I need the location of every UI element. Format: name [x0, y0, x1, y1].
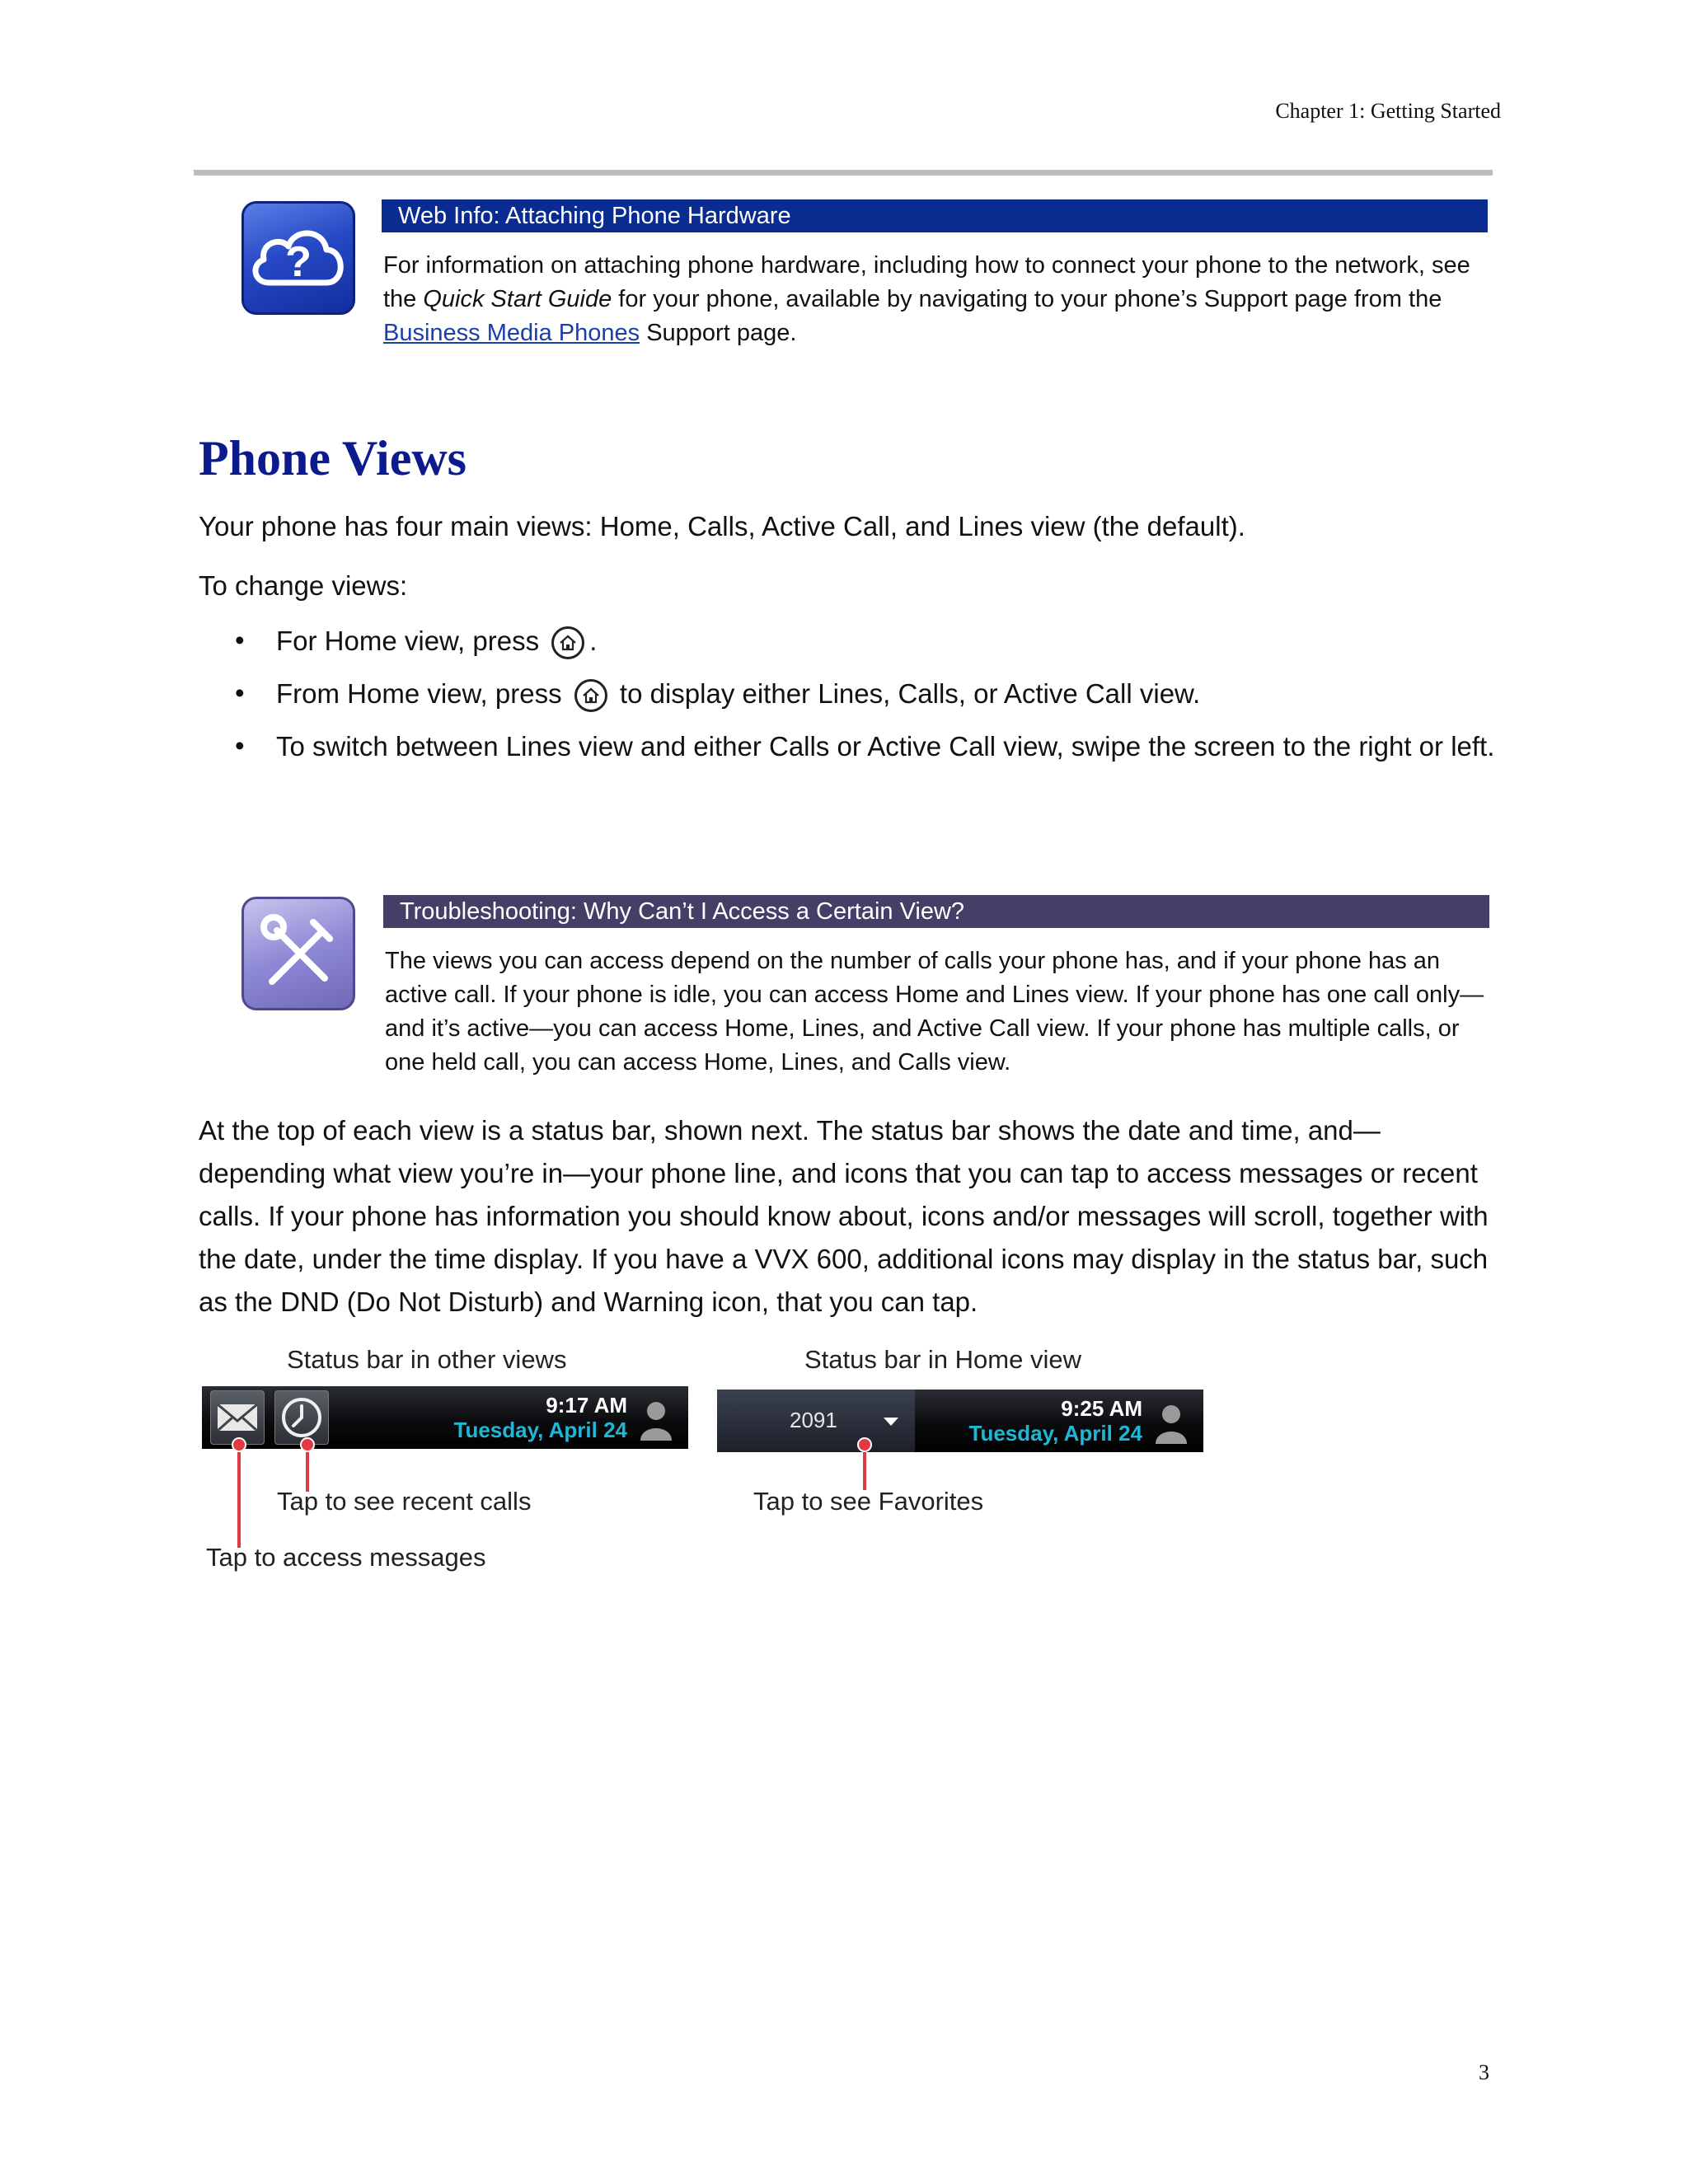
bullet-marker: • [235, 677, 245, 708]
user-avatar-icon [1152, 1401, 1190, 1448]
bullet-marker: • [235, 730, 245, 761]
caption-other-views: Status bar in other views [287, 1345, 567, 1374]
status-date: Tuesday, April 24 [453, 1418, 627, 1442]
callout-recent-calls: Tap to see recent calls [277, 1487, 532, 1516]
section-title: Phone Views [199, 431, 467, 485]
bullet-text: . [589, 626, 598, 656]
status-bar-paragraph: At the top of each view is a status bar, shown next. The status bar shows the date and time, and—depending what view you’re in—your phone line, and icons that you can tap to access messages or recent calls. If your phone has information you should know about, icons and/or messages will scroll, together with the date, under the time display. If you have a VVX 600, additional icons may display in the status bar, such as the DND (Do Not Disturb) and Warning icon, that you can tap. [199, 1115, 1489, 1317]
callout-dot-recent [300, 1437, 315, 1452]
user-avatar-icon [637, 1398, 675, 1445]
running-header: Chapter 1: Getting Started [1275, 99, 1501, 123]
web-info-text-2: for your phone, available by navigating to your phone’s Support page from the [612, 286, 1442, 312]
bullet-text: From Home view, press [276, 678, 570, 709]
bullet-from-home-view [276, 673, 1200, 715]
caption-home-view: Status bar in Home view [804, 1345, 1081, 1374]
status-time: 9:17 AM [546, 1393, 627, 1418]
chevron-down-icon [882, 1416, 900, 1427]
business-media-phones-link[interactable]: Business Media Phones [383, 320, 640, 346]
line-number: 2091 [790, 1408, 837, 1432]
header-rule [194, 170, 1493, 176]
callout-access-messages: Tap to access messages [206, 1543, 486, 1572]
bullet-text: For Home view, press [276, 626, 547, 656]
line-selector[interactable] [717, 1390, 915, 1452]
status-time: 9:25 AM [1061, 1396, 1142, 1421]
home-key-icon [574, 679, 607, 712]
troubleshooting-body: The views you can access depend on the number of calls your phone has, and if your phone has an active call. If your phone is idle, you can access Home and Lines view. If your phone has one call only—and it’s active—you can access Home, Lines, and Active Call view. If your phone has multiple calls, or one held call, you can access Home, Lines, and Calls view. [385, 948, 1484, 1076]
callout-favorites: Tap to see Favorites [753, 1487, 984, 1516]
bullet-text: to display either Lines, Calls, or Active Call view. [612, 678, 1201, 709]
intro-paragraph: Your phone has four main views: Home, Calls, Active Call, and Lines view (the default). [199, 511, 1245, 541]
recent-calls-button[interactable] [274, 1390, 329, 1445]
troubleshooting-title: Troubleshooting: Why Can’t I Access a Certain View? [383, 895, 1489, 928]
page-number: 3 [1479, 2060, 1489, 2084]
bullet-home-view [276, 620, 597, 663]
web-info-title: Web Info: Attaching Phone Hardware [382, 199, 1488, 232]
web-info-body [383, 249, 1488, 350]
home-key-icon [551, 626, 584, 659]
callout-line-messages [237, 1444, 241, 1548]
callout-dot-messages [232, 1437, 246, 1452]
change-views-label: To change views: [199, 570, 408, 601]
web-info-text-3: Support page. [640, 320, 797, 346]
web-info-text-1: For information on attaching phone hardware, including how to connect your phone to the network, see the [383, 252, 1470, 312]
cloud-question-icon [241, 201, 355, 315]
bullet-swipe: To switch between Lines view and either Calls or Active Call view, swipe the screen to the right or left. [276, 731, 1495, 762]
status-date: Tuesday, April 24 [968, 1421, 1142, 1446]
tools-icon [241, 897, 355, 1010]
status-bar-home-view [717, 1390, 1203, 1452]
bullet-marker: • [235, 625, 245, 655]
svg-text:?: ? [285, 238, 312, 286]
status-bar-other-views [202, 1386, 688, 1449]
callout-dot-favorites [857, 1437, 872, 1452]
quick-start-guide-title: Quick Start Guide [423, 286, 612, 312]
